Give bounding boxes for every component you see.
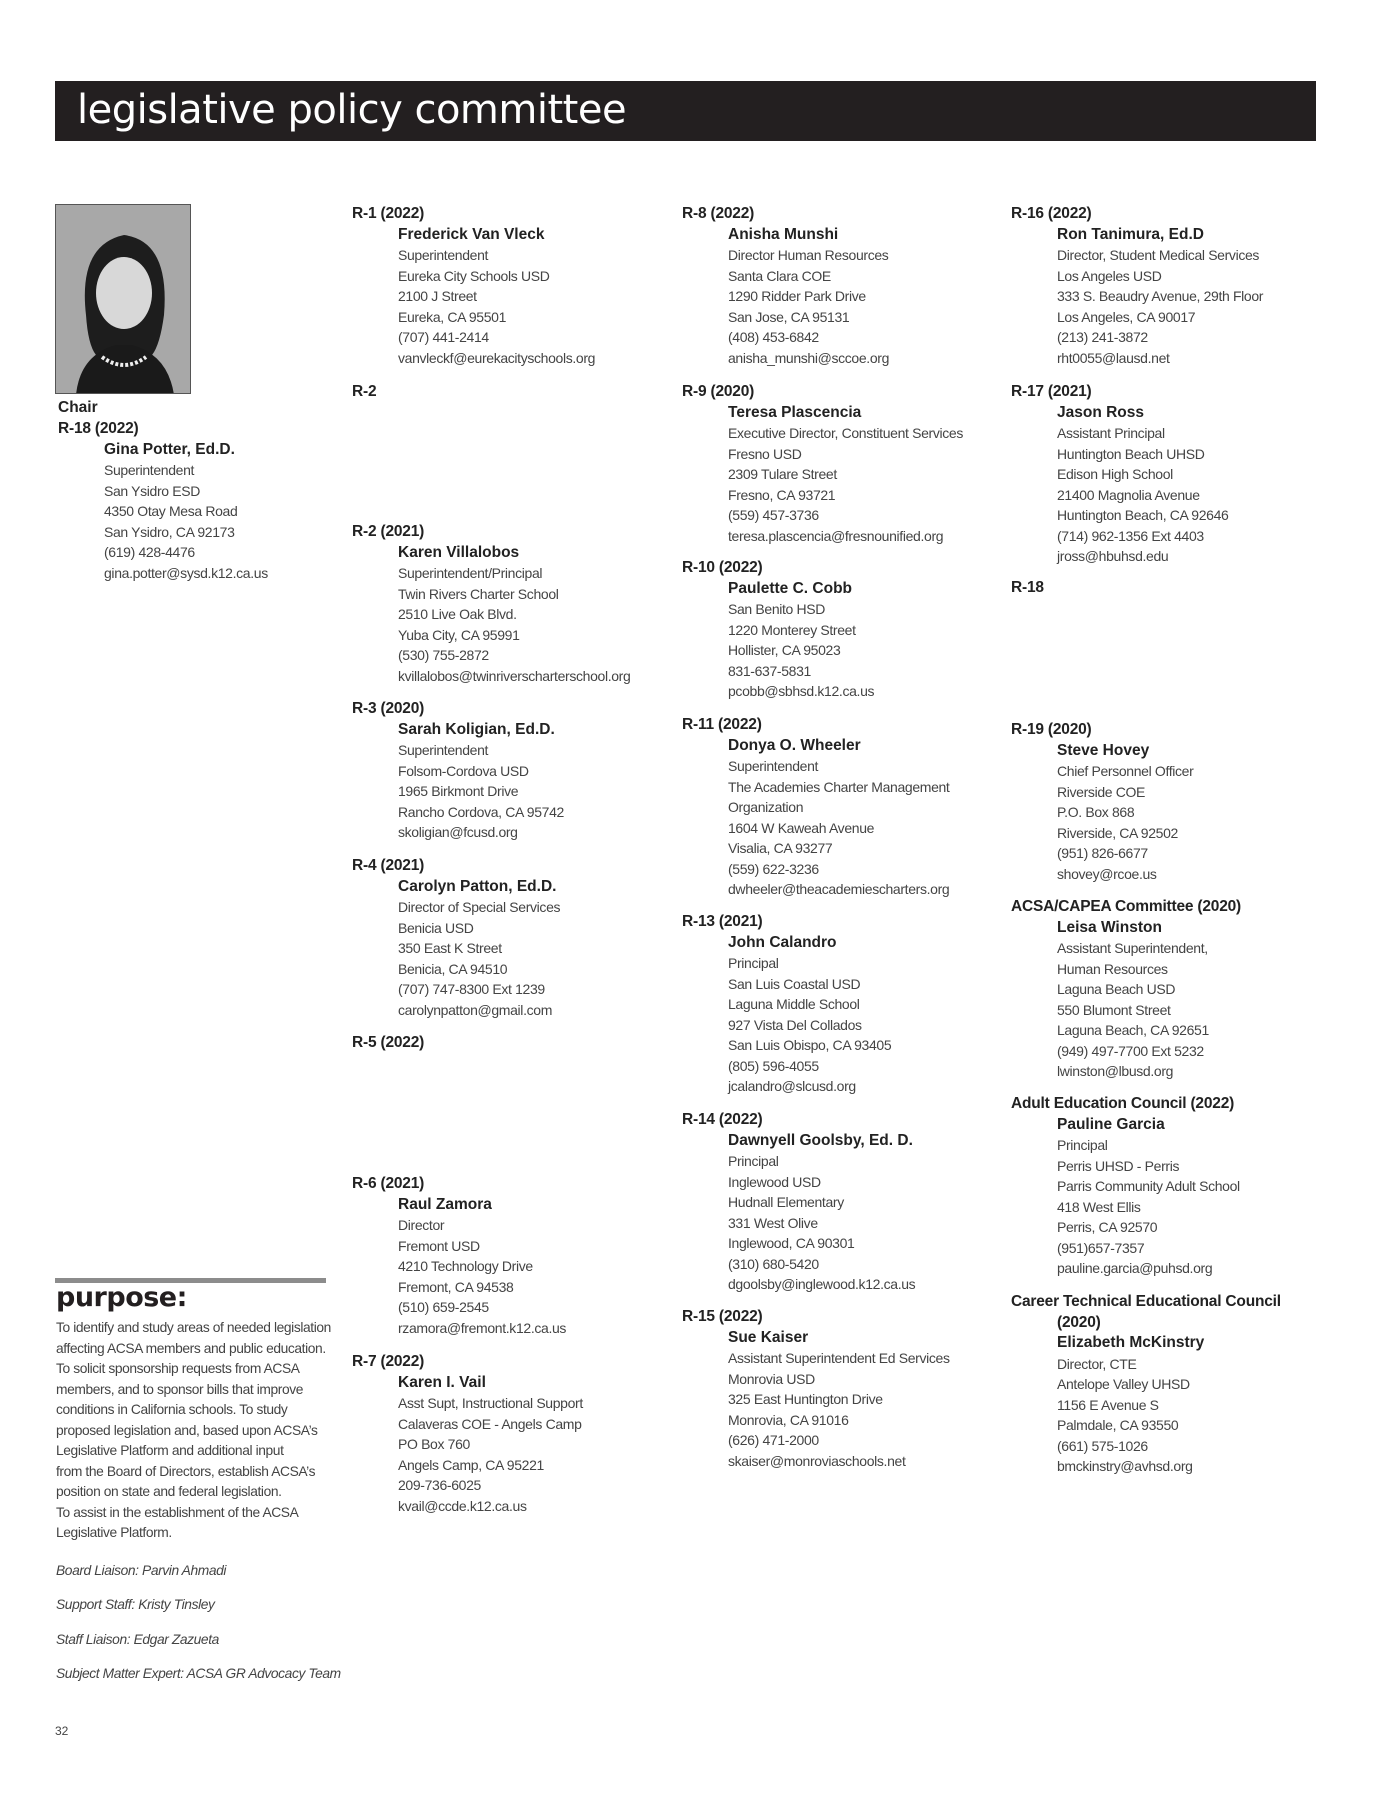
member-detail-line: 331 West Olive [728,1214,818,1231]
purpose-text [56,1318,346,1544]
region-label: R-19 (2020) [1011,721,1092,738]
region-label: Adult Education Council (2022) [1011,1095,1235,1112]
member-entry [1011,1292,1281,1477]
member-detail-line: Twin Rivers Charter School [398,585,559,602]
member-detail-line: Santa Clara COE [728,267,831,284]
member-detail-line: 4210 Technology Drive [398,1258,533,1274]
member-detail-line: Superintendent [398,742,489,758]
member-details [728,1131,915,1295]
member-detail-line: 418 West Ellis [1057,1198,1141,1215]
member-detail-line: vanvleckf@eurekacityschools.org [398,349,596,366]
member-entry [1011,720,1193,884]
subject-matter-expert: Subject Matter Expert: ACSA GR Advocacy Team [56,1666,341,1681]
region-label: R-18 [1011,579,1044,596]
page-number: 32 [55,1724,69,1738]
region-label: R-16 (2022) [1011,205,1092,222]
member-detail-line: (951) 826-6677 [1057,845,1148,861]
region-label: R-9 (2020) [682,383,755,400]
member-details [398,1195,566,1339]
region-label: R-2 (2021) [352,523,425,540]
member-detail-line: San Jose, CA 95131 [728,308,850,325]
member-name: Karen I. Vail [398,1373,486,1391]
member-detail-line: PO Box 760 [398,1436,470,1452]
member-detail-line: Visalia, CA 93277 [728,840,833,856]
member-detail-line: Director of Special Services [398,899,561,915]
member-name: Carolyn Patton, Ed.D. [398,877,557,895]
member-entry [352,522,630,686]
member-detail-line: 1156 E Avenue S [1057,1396,1159,1413]
member-detail-line: Inglewood USD [728,1173,821,1190]
member-details [398,225,595,369]
purpose-line: To identify and study areas of needed legislation [56,1320,331,1335]
purpose-line: To assist in the establishment of the ACSA [56,1504,299,1520]
member-details [728,736,949,900]
region-label: R-6 (2021) [352,1175,425,1192]
member-detail-line: Huntington Beach UHSD [1057,445,1205,462]
member-detail-line: 927 Vista Del Collados [728,1016,862,1033]
member-entry [1011,1094,1240,1279]
member-name: Jason Ross [1057,403,1145,421]
member-detail-line: rzamora@fremont.k12.ca.us [398,1319,567,1336]
member-detail-line: 350 East K Street [398,940,502,956]
member-detail-line: Riverside COE [1057,783,1146,800]
member-entry [352,204,595,368]
member-detail-line: Hudnall Elementary [728,1194,844,1210]
member-entry [682,912,891,1097]
member-detail-line: Assistant Superintendent, [1057,940,1208,956]
member-detail-line: kvail@ccde.k12.ca.us [398,1497,527,1514]
member-name: Teresa Plascencia [728,403,862,421]
member-entry [1011,382,1228,567]
member-detail-line: (559) 457-3736 [728,507,819,523]
purpose-line: affecting ACSA members and public education. [56,1340,326,1356]
purpose-line: position on state and federal legislation. [56,1484,282,1499]
member-detail-line: Superintendent [728,758,819,774]
chair-photo [55,204,191,394]
member-detail-line: 1220 Monterey Street [728,621,856,638]
member-entry [352,1352,583,1516]
purpose-line: proposed legislation and, based upon ACSA’s [56,1422,318,1438]
member-detail-line: Human Resources [1057,960,1168,977]
member-name: Paulette C. Cobb [728,579,853,597]
region-label: Career Technical Educational Council [1011,1293,1281,1310]
member-name: Donya O. Wheeler [728,736,861,754]
member-name: Karen Villalobos [398,543,520,561]
member-detail-line: 2309 Tulare Street [728,466,837,482]
member-detail-line: kvillalobos@twinriverscharterschool.org [398,667,631,684]
member-detail-line: San Luis Obispo, CA 93405 [728,1037,892,1053]
member-entry [682,382,963,546]
member-detail-line: Laguna Middle School [728,996,860,1012]
member-detail-line: (626) 471-2000 [728,1432,819,1448]
member-detail-line: Eureka City Schools USD [398,267,550,284]
member-detail-line: Chief Personnel Officer [1057,763,1194,779]
member-detail-line: Monrovia, CA 91016 [728,1411,849,1428]
region-label: R-18 (2022) [58,420,139,437]
member-detail-line: Perris UHSD - Perris [1057,1157,1180,1174]
region-label-continued: (2020) [1057,1313,1101,1331]
member-detail-line: (707) 441-2414 [398,329,489,345]
member-name: Dawnyell Goolsby, Ed. D. [728,1131,913,1149]
member-name: Ron Tanimura, Ed.D [1057,225,1204,243]
member-name: Sarah Koligian, Ed.D. [398,720,555,738]
member-entry [352,856,560,1020]
member-detail-line: Executive Director, Constituent Services [728,425,963,441]
member-detail-line: Laguna Beach, CA 92651 [1057,1022,1209,1038]
region-label: ACSA/CAPEA Committee (2020) [1011,898,1242,915]
member-detail-line: Laguna Beach USD [1057,981,1176,997]
member-detail-line: skaiser@monroviaschools.net [728,1452,906,1469]
portrait-image [56,205,191,394]
member-detail-line: Director, CTE [1057,1355,1137,1372]
region-label: R-4 (2021) [352,857,425,874]
member-detail-line: Fremont USD [398,1237,480,1254]
member-detail-line: Antelope Valley UHSD [1057,1376,1190,1392]
member-detail-line: San Ysidro ESD [104,482,201,499]
member-detail-line: 21400 Magnolia Avenue [1057,486,1200,503]
member-detail-line: Benicia, CA 94510 [398,960,508,977]
member-detail-line: Huntington Beach, CA 92646 [1057,507,1229,523]
member-detail-line: Los Angeles USD [1057,267,1162,284]
member-entry [682,1307,950,1471]
member-detail-line: Benicia USD [398,919,474,936]
member-detail-line: (619) 428-4476 [104,544,195,560]
member-detail-line: Assistant Superintendent Ed Services [728,1350,950,1366]
member-details [728,403,963,547]
member-entry [1011,897,1241,1082]
region-label: R-8 (2022) [682,205,755,222]
member-detail-line: rht0055@lausd.net [1057,349,1170,366]
member-detail-line: 2100 J Street [398,288,477,304]
member-detail-line: (310) 680-5420 [728,1255,819,1272]
purpose-line: conditions in California schools. To study [56,1402,288,1417]
region-label: R-15 (2022) [682,1308,763,1325]
member-detail-line: Hollister, CA 95023 [728,642,841,658]
member-detail-line: 1290 Ridder Park Drive [728,288,866,304]
member-name: Sue Kaiser [728,1328,809,1346]
member-details [728,933,891,1097]
member-detail-line: Los Angeles, CA 90017 [1057,308,1196,325]
member-name: John Calandro [728,933,837,951]
member-name: Raul Zamora [398,1195,492,1213]
member-detail-line: (951)657-7357 [1057,1239,1145,1256]
member-details [1057,225,1263,369]
member-detail-line: 1604 W Kaweah Avenue [728,819,875,836]
member-detail-line: jross@hbuhsd.edu [1057,548,1169,564]
member-entry [58,419,268,583]
member-entry [682,204,889,368]
member-entry [352,382,398,403]
member-detail-line: (707) 747-8300 Ext 1239 [398,981,545,997]
member-details [398,877,560,1021]
member-detail-line: San Luis Coastal USD [728,975,861,992]
region-label: R-17 (2021) [1011,383,1092,400]
member-detail-line: jcalandro@slcusd.org [728,1078,856,1094]
member-entry [682,715,949,900]
member-details [1057,918,1241,1082]
member-detail-line: 550 Blumont Street [1057,1001,1171,1018]
region-label: R-1 (2022) [352,205,425,222]
region-label: R-3 (2020) [352,700,425,717]
member-detail-line: Organization [728,799,804,815]
member-detail-line: Fremont, CA 94538 [398,1278,514,1295]
member-detail-line: teresa.plascencia@fresnounified.org [728,527,944,544]
member-name: Pauline Garcia [1057,1115,1165,1133]
member-detail-line: (714) 962-1356 Ext 4403 [1057,527,1204,544]
member-detail-line: Principal [1057,1137,1108,1153]
member-detail-line: Calaveras COE - Angels Camp [398,1415,582,1432]
purpose-line: members, and to sponsor bills that improve [56,1381,303,1397]
member-detail-line: Eureka, CA 95501 [398,308,507,325]
member-detail-line: 2510 Live Oak Blvd. [398,606,517,622]
member-entry [1011,578,1057,599]
member-detail-line: Superintendent/Principal [398,565,543,581]
region-label: R-14 (2022) [682,1111,763,1128]
member-detail-line: Director Human Resources [728,247,889,263]
member-name: Steve Hovey [1057,741,1150,759]
member-detail-line: gina.potter@sysd.k12.ca.us [104,564,268,581]
member-detail-line: Fresno USD [728,445,802,462]
member-detail-line: Monrovia USD [728,1370,815,1387]
member-detail-line: dwheeler@theacademiescharters.org [728,881,950,897]
region-label: R-7 (2022) [352,1353,425,1370]
member-detail-line: Fresno, CA 93721 [728,486,836,503]
member-details [728,1328,950,1472]
staff-liaison: Staff Liaison: Edgar Zazueta [56,1632,219,1647]
member-detail-line: San Benito HSD [728,601,826,617]
member-detail-line: 4350 Otay Mesa Road [104,503,238,519]
member-detail-line: (213) 241-3872 [1057,329,1148,345]
chair-label: Chair [58,399,98,416]
member-detail-line: (530) 755-2872 [398,647,489,663]
member-detail-line: Folsom-Cordova USD [398,762,529,779]
region-label: R-5 (2022) [352,1034,425,1051]
member-detail-line: Superintendent [104,462,195,478]
member-detail-line: Assistant Principal [1057,425,1165,441]
member-detail-line: 333 S. Beaudry Avenue, 29th Floor [1057,288,1264,304]
member-entry [1011,204,1263,368]
member-detail-line: (949) 497-7700 Ext 5232 [1057,1042,1204,1059]
member-detail-line: P.O. Box 868 [1057,804,1135,820]
member-details [1057,1115,1240,1279]
member-detail-line: dgoolsby@inglewood.k12.ca.us [728,1276,916,1292]
section-header-bar [55,81,1316,141]
member-detail-line: Yuba City, CA 95991 [398,626,520,643]
member-detail-line: shovey@rcoe.us [1057,865,1157,882]
member-name: Gina Potter, Ed.D. [104,440,235,458]
member-name: Frederick Van Vleck [398,225,545,243]
member-detail-line: (510) 659-2545 [398,1299,489,1315]
member-detail-line: (408) 453-6842 [728,329,819,345]
member-detail-line: 1965 Birkmont Drive [398,783,519,799]
member-detail-line: (559) 622-3236 [728,860,819,877]
member-detail-line: Riverside, CA 92502 [1057,824,1178,841]
purpose-line: To solicit sponsorship requests from ACSA [56,1361,300,1376]
member-entry [352,1174,566,1338]
member-detail-line: Asst Supt, Instructional Support [398,1395,583,1411]
member-detail-line: Perris, CA 92570 [1057,1219,1158,1235]
member-detail-line: skoligian@fcusd.org [398,824,518,840]
region-label: R-2 [352,383,377,400]
board-liaison: Board Liaison: Parvin Ahmadi [56,1563,227,1578]
member-detail-line: lwinston@lbusd.org [1057,1063,1174,1079]
member-detail-line: 325 East Huntington Drive [728,1391,883,1407]
member-detail-line: The Academies Charter Management [728,778,950,795]
member-name: Elizabeth McKinstry [1057,1334,1205,1351]
member-details [104,440,268,584]
purpose-line: Legislative Platform. [56,1525,172,1540]
purpose-line: from the Board of Directors, establish ACSA’s [56,1463,316,1479]
member-detail-line: Director [398,1217,445,1233]
region-label: R-10 (2022) [682,559,763,576]
member-detail-line: pauline.garcia@puhsd.org [1057,1260,1213,1276]
member-detail-line: carolynpatton@gmail.com [398,1001,553,1018]
member-name: Leisa Winston [1057,918,1162,936]
member-detail-line: Rancho Cordova, CA 95742 [398,803,564,820]
member-detail-line: anisha_munshi@sccoe.org [728,349,890,366]
member-detail-line: Director, Student Medical Services [1057,247,1260,263]
member-details [1057,403,1228,567]
member-details [398,720,564,843]
member-detail-line: bmckinstry@avhsd.org [1057,1458,1193,1474]
member-detail-line: Superintendent [398,247,489,263]
purpose-line: Legislative Platform and additional input [56,1443,284,1458]
member-detail-line: (805) 596-4055 [728,1057,819,1074]
member-detail-line: Inglewood, CA 90301 [728,1235,855,1251]
member-detail-line: Principal [728,1153,779,1169]
member-detail-line: Principal [728,955,779,971]
member-details [398,543,630,687]
member-detail-line: 831-637-5831 [728,662,811,679]
support-staff: Support Staff: Kristy Tinsley [56,1597,215,1612]
member-entry [682,558,874,702]
purpose-title: purpose: [56,1282,187,1313]
member-entry [352,699,564,843]
region-label: R-11 (2022) [682,716,762,733]
member-detail-line: 209-736-6025 [398,1477,481,1493]
member-details [398,1373,583,1517]
member-detail-line: Angels Camp, CA 95221 [398,1456,544,1473]
member-details [728,225,889,369]
member-details [728,579,874,702]
member-detail-line: pcobb@sbhsd.k12.ca.us [728,683,875,699]
member-name: Anisha Munshi [728,225,839,243]
member-detail-line: Palmdale, CA 93550 [1057,1417,1179,1433]
member-detail-line: Parris Community Adult School [1057,1178,1240,1194]
member-details [1057,1313,1281,1477]
member-detail-line: (661) 575-1026 [1057,1437,1148,1454]
section-title: legislative policy committee [77,87,627,133]
region-label: R-13 (2021) [682,913,763,930]
member-entry [352,1033,424,1054]
member-detail-line: Edison High School [1057,466,1173,482]
member-details [1057,741,1193,885]
member-detail-line: San Ysidro, CA 92173 [104,523,235,540]
member-entry [682,1110,915,1295]
